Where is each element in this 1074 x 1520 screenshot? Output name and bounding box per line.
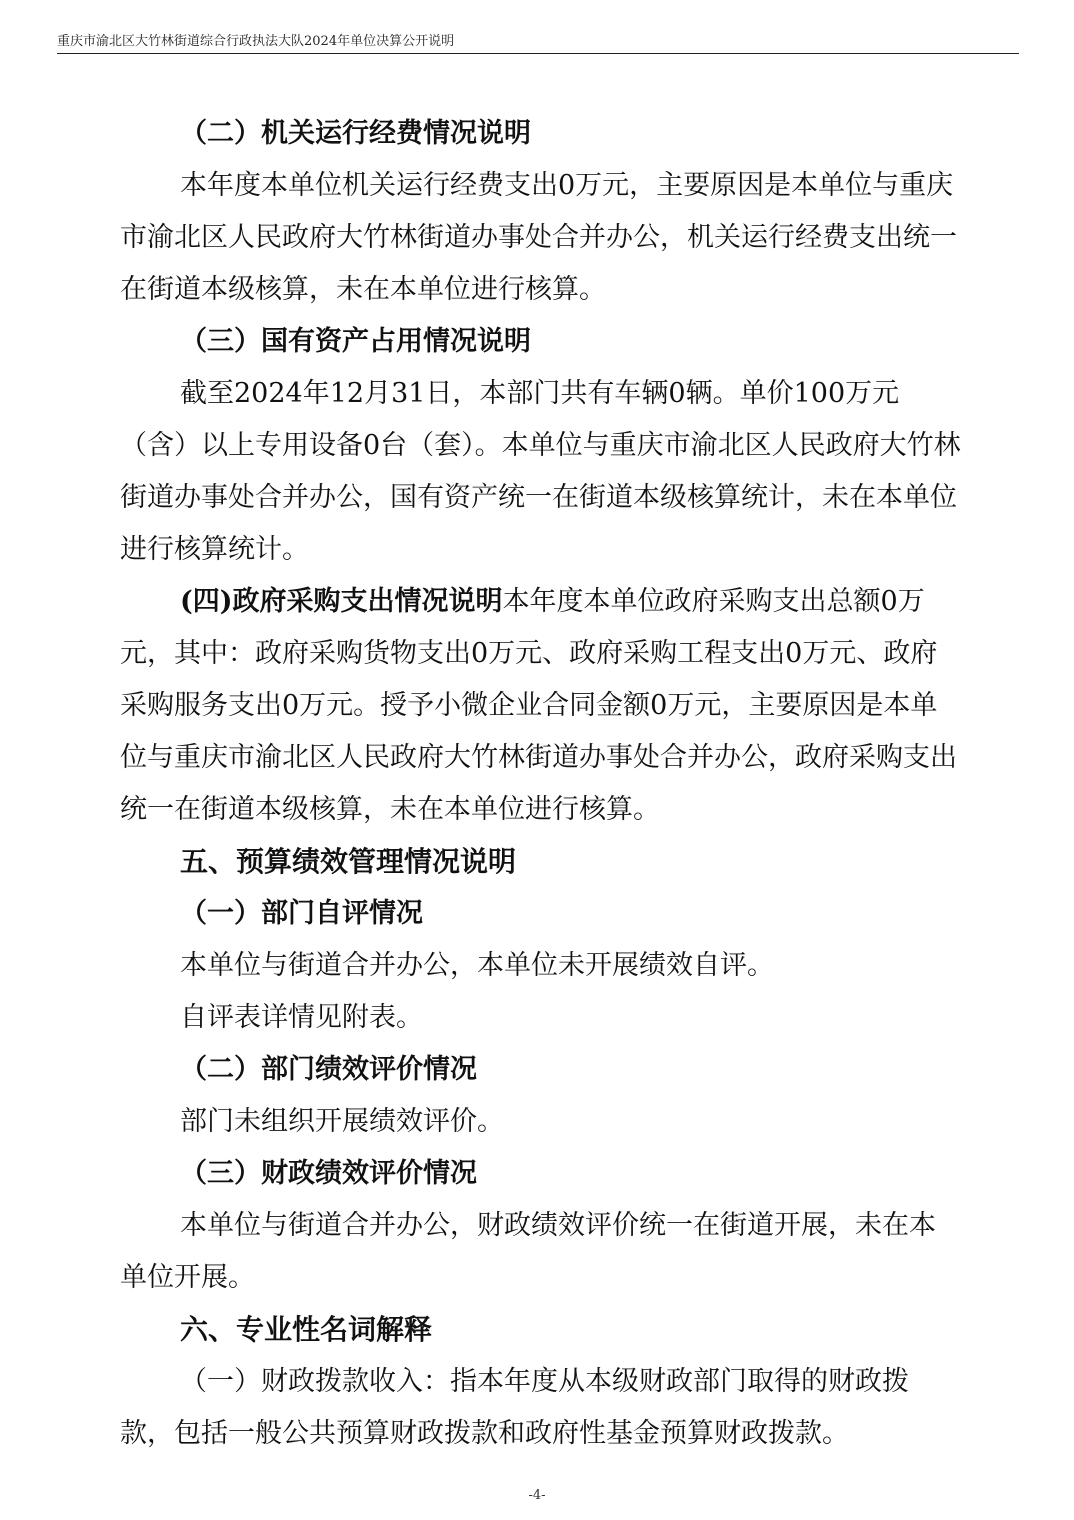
paragraph-admin-expenses: 本年度本单位机关运行经费支出0万元，主要原因是本单位与重庆市渝北区人民政府大竹林街道办事处合并办公，机关运行经费支出统一在街道本级核算，未在本单位进行核算。 bbox=[120, 170, 957, 305]
page-number: -4- bbox=[528, 1488, 546, 1503]
document-body bbox=[120, 108, 962, 1460]
paragraph-self-evaluation-appendix: 自评表详情见附表。 bbox=[180, 1002, 423, 1033]
section-heading-dept-evaluation: （二）部门绩效评价情况 bbox=[180, 1054, 477, 1085]
paragraph-procurement bbox=[120, 576, 962, 836]
paragraph-state-assets: 截至2024年12月31日，本部门共有车辆0辆。单价100万元（含）以上专用设备0台（套）。本单位与重庆市渝北区人民政府大竹林街道办事处合并办公，国有资产统一在街道本级核算统计，未在本单位进行核算统计。 bbox=[120, 378, 961, 565]
procurement-text: 本年度本单位政府采购支出总额0万元，其中：政府采购货物支出0万元、政府采购工程支出0万元、政府采购服务支出0万元。授予小微企业合同金额0万元，主要原因是本单位与重庆市渝北区人民政府大竹林街道办事处合并办公，政府采购支出统一在街道本级核算，未在本单位进行核算。 bbox=[120, 586, 957, 825]
section-heading-fiscal-evaluation: （三）财政绩效评价情况 bbox=[180, 1158, 477, 1189]
paragraph-self-evaluation: 本单位与街道合并办公，本单位未开展绩效自评。 bbox=[180, 950, 774, 981]
section-heading-self-evaluation: （一）部门自评情况 bbox=[180, 898, 423, 929]
chapter-heading-glossary: 六、专业性名词解释 bbox=[180, 1313, 433, 1346]
chapter-heading-performance: 五、预算绩效管理情况说明 bbox=[180, 845, 517, 878]
section-heading-admin-expenses: （二）机关运行经费情况说明 bbox=[180, 118, 531, 149]
paragraph-fiscal-evaluation: 本单位与街道合并办公，财政绩效评价统一在街道开展，未在本单位开展。 bbox=[120, 1210, 936, 1293]
document-header: 重庆市渝北区大竹林街道综合行政执法大队2024年单位决算公开说明 bbox=[57, 34, 455, 49]
header-divider bbox=[57, 53, 1019, 54]
paragraph-dept-evaluation: 部门未组织开展绩效评价。 bbox=[180, 1106, 504, 1137]
paragraph-glossary-fiscal-appropriation: （一）财政拨款收入：指本年度从本级财政部门取得的财政拨款，包括一般公共预算财政拨款和政府性基金预算财政拨款。 bbox=[120, 1366, 909, 1449]
section-heading-state-assets: （三）国有资产占用情况说明 bbox=[180, 326, 531, 357]
section-heading-procurement: (四)政府采购支出情况说明 bbox=[180, 586, 503, 617]
